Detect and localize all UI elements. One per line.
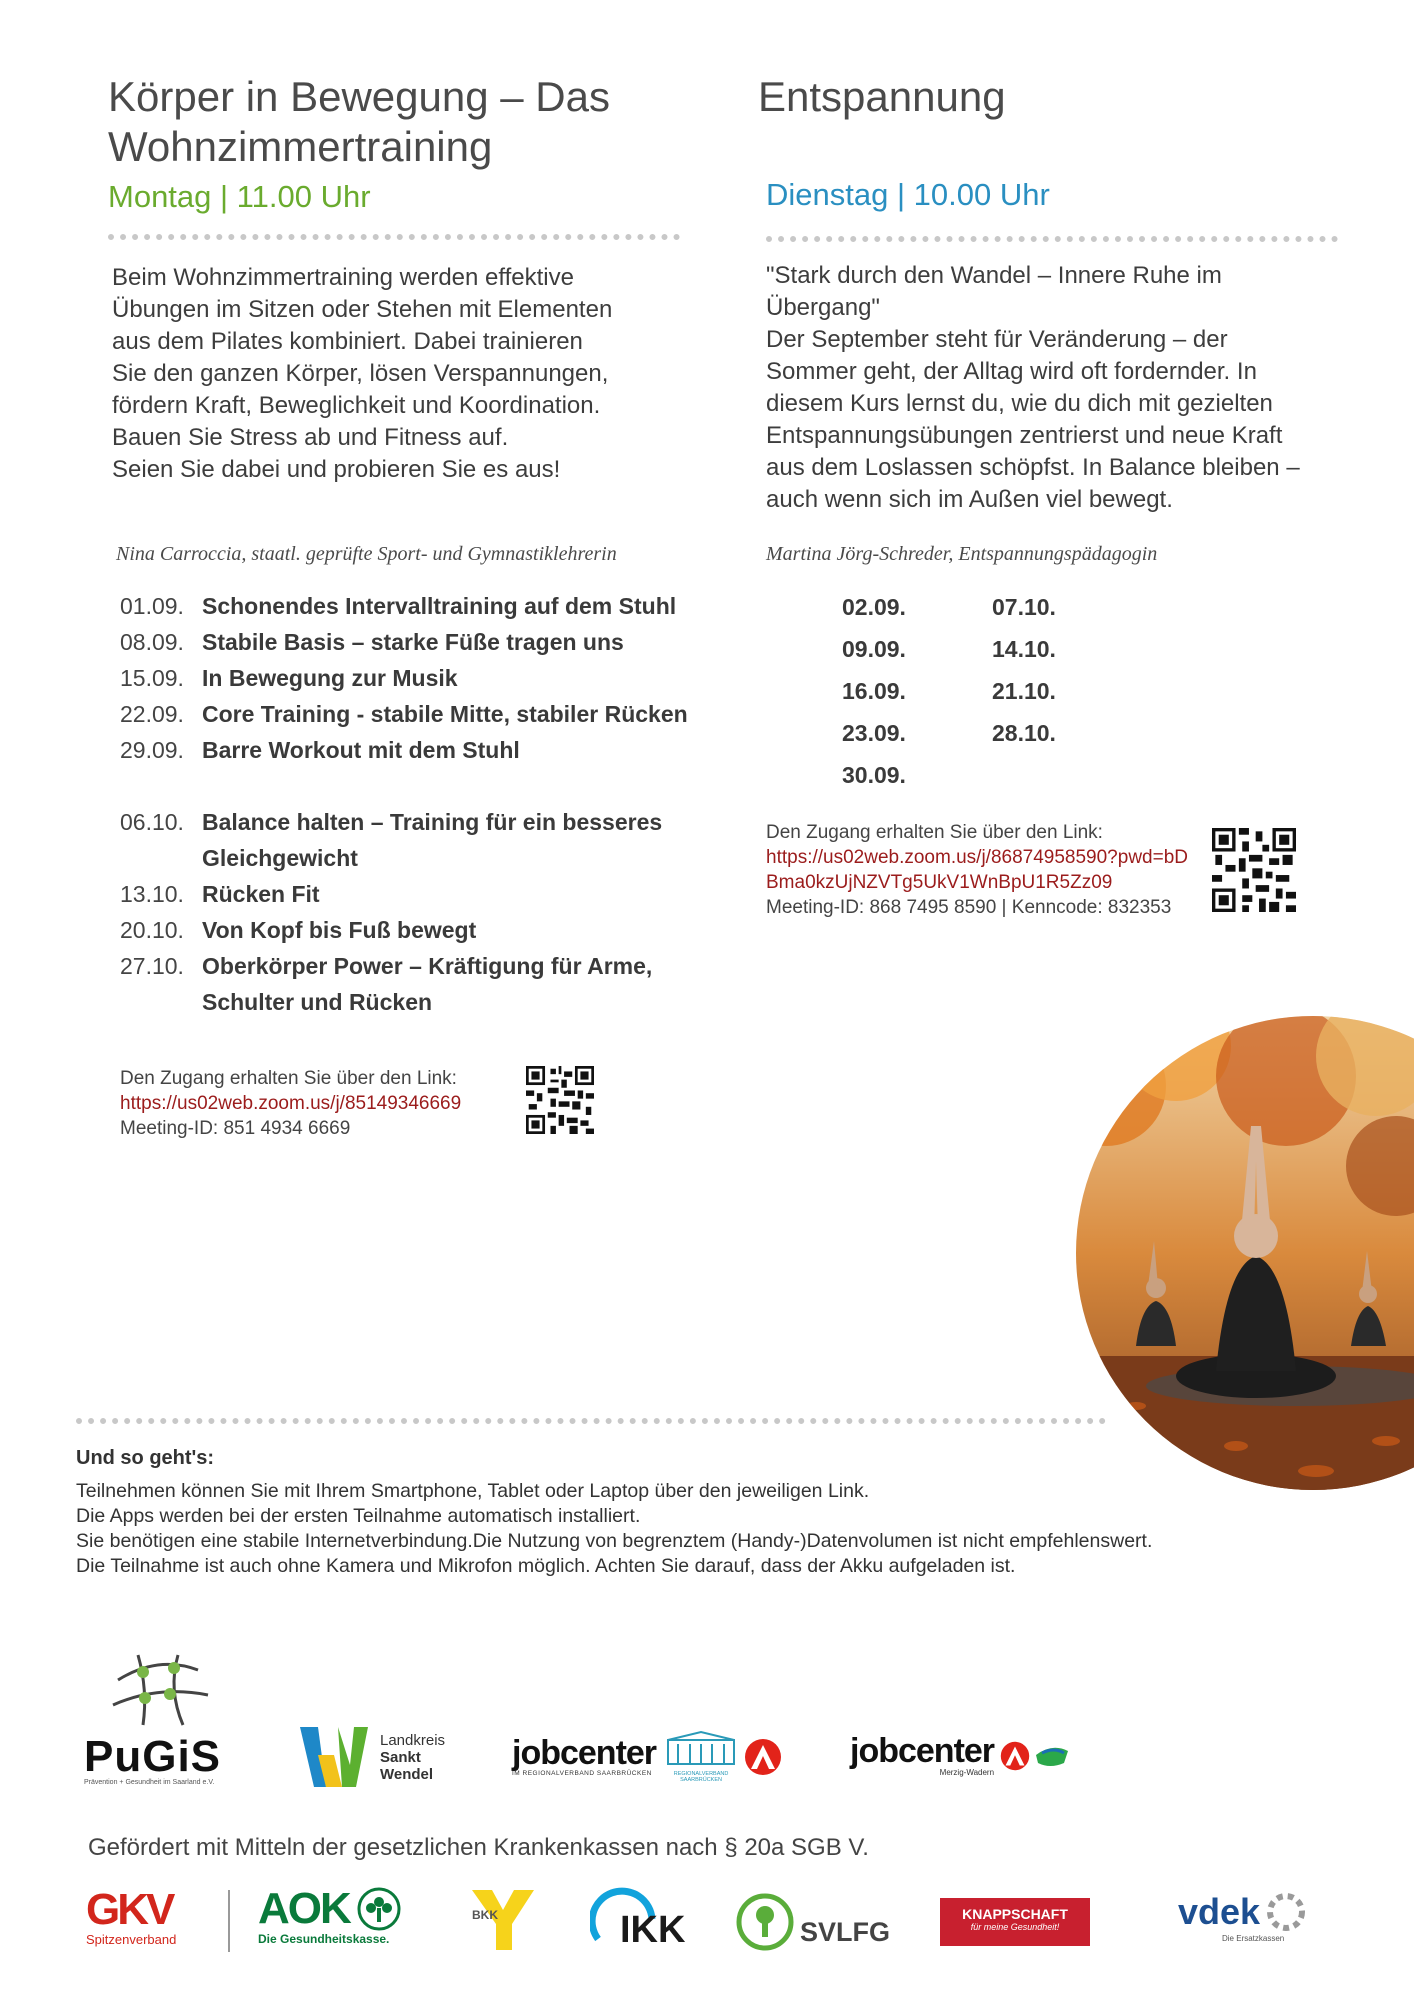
schedule-row <box>120 912 740 948</box>
instruction-line: Teilnehmen können Sie mit Ihrem Smartphone, Tablet oder Laptop über den jeweiligen Link. <box>76 1480 870 1502</box>
landkreis-label: Landkreis <box>380 1731 446 1749</box>
landkreis-sankt-wendel-logo <box>298 1722 468 1792</box>
right-course-time: Dienstag | 10.00 Uhr <box>766 177 1050 212</box>
schedule-date: 29.09. <box>120 737 184 763</box>
landkreis-label: Sankt <box>380 1748 421 1766</box>
schedule-title: Barre Workout mit dem Stuhl <box>202 737 520 763</box>
jobcenter-subtitle: IM REGIONALVERBAND SAARBRÜCKEN <box>512 1770 652 1777</box>
vdek-logo <box>1178 1890 1328 1954</box>
instructions-heading: Und so geht's: <box>76 1447 215 1469</box>
session-date: 23.09. <box>842 720 906 746</box>
instructions-divider <box>76 1418 1106 1424</box>
schedule-title: Schonendes Intervalltraining auf dem Stuhl <box>202 593 677 619</box>
left-course-description: Beim Wohnzimmertraining werden effektive Übungen im Sitzen oder Stehen mit Elementen aus dem Pilates kombiniert. Dabei trainieren Sie den ganzen Körper, lösen Verspannungen, fördern Kraft, Beweglichkeit und Koordination. Bauen Sie Stress ab und Fitness auf. Seien Sie dabei und probieren Sie es aus! <box>112 264 613 483</box>
ikk-name: IKK <box>620 1909 686 1951</box>
schedule-title: Rücken Fit <box>202 881 320 907</box>
landkreis-label: Wendel <box>380 1765 434 1783</box>
vdek-subtitle: Die Ersatzkassen <box>1222 1934 1285 1943</box>
left-course-title: Körper in Bewegung – Das Wohnzimmertraining <box>108 73 610 170</box>
regionalverband-label: REGIONALVERBAND SAARBRÜCKEN <box>673 1771 729 1783</box>
knappschaft-logo <box>940 1898 1090 1946</box>
bkk-logo <box>470 1886 536 1952</box>
schedule-date: 01.09. <box>120 593 184 619</box>
pugis-logo <box>84 1650 244 1800</box>
pugis-subtitle: Prävention + Gesundheit im Saarland e.V. <box>84 1779 215 1786</box>
yoga-autumn-photo <box>1076 1016 1414 1490</box>
schedule-title: Core Training - stabile Mitte, stabiler Rücken <box>202 701 688 727</box>
pugis-name: PuGiS <box>84 1732 222 1781</box>
gkv-name: GKV <box>86 1885 173 1934</box>
knappschaft-subtitle: für meine Gesundheit! <box>970 1922 1060 1932</box>
regionalverband-building-icon <box>664 1730 738 1766</box>
jobcenter-name: jobcenter <box>850 1732 995 1770</box>
aok-logo <box>258 1886 428 1952</box>
aok-tree-icon <box>356 1886 402 1932</box>
left-instructor: Nina Carroccia, staatl. geprüfte Sport- und Gymnastiklehrerin <box>116 543 617 565</box>
jobcenter-saarbruecken-logo <box>512 1730 822 1790</box>
session-date: 07.10. <box>992 594 1056 620</box>
schedule-row <box>120 624 740 660</box>
session-date: 09.09. <box>842 636 906 662</box>
instruction-line: Die Teilnahme ist auch ohne Kamera und Mikrofon möglich. Achten Sie darauf, dass der Akku aufgeladen ist. <box>76 1555 1016 1577</box>
schedule-date: 08.09. <box>120 629 184 655</box>
schedule-date: 13.10. <box>120 881 184 907</box>
funding-statement: Gefördert mit Mitteln der gesetzlichen Krankenkassen nach § 20a SGB V. <box>88 1834 869 1861</box>
jobcenter-name: jobcenter <box>512 1734 657 1772</box>
session-date: 16.09. <box>842 678 906 704</box>
schedule-row <box>120 696 740 732</box>
schedule-date: 27.10. <box>120 953 184 979</box>
arbeitsagentur-icon <box>1000 1741 1030 1771</box>
logo-separator <box>228 1890 230 1952</box>
instruction-line: Sie benötigen eine stabile Internetverbindung.Die Nutzung von begrenztem (Handy-)Datenvolumen ist nicht empfehlenswert. <box>76 1530 1153 1552</box>
knappschaft-name: KNAPPSCHAFT <box>962 1906 1068 1922</box>
schedule-row <box>120 588 740 624</box>
schedule-date: 15.09. <box>120 665 184 691</box>
schedule-row <box>120 948 740 1020</box>
left-course-time: Montag | 11.00 Uhr <box>108 179 371 214</box>
schedule-row <box>120 804 740 876</box>
zoom-meeting-id: Meeting-ID: 868 7495 8590 | Kenncode: 832353 <box>766 897 1172 918</box>
schedule-row <box>120 732 740 768</box>
right-qr-code[interactable] <box>1212 828 1296 912</box>
vdek-name: vdek <box>1178 1891 1261 1932</box>
zoom-link[interactable]: https://us02web.zoom.us/j/85149346669 <box>120 1093 462 1114</box>
right-instructor: Martina Jörg-Schreder, Entspannungspädagogin <box>766 543 1158 565</box>
left-divider <box>108 234 680 240</box>
zoom-meeting-id: Meeting-ID: 851 4934 6669 <box>120 1118 351 1139</box>
bkk-name: BKK <box>472 1908 498 1922</box>
right-course-description: "Stark durch den Wandel – Innere Ruhe im Übergang" Der September steht für Veränderung – der Sommer geht, der Alltag wird oft fordernder. In diesem Kurs lernst du, wie du dich mit gezielten Entspannungsübungen zentrierst und neue Kraft aus dem Loslassen schöpfst. In Balance bleiben – auch wenn sich im Außen viel bewegt. <box>766 262 1300 513</box>
right-course-title: Entspannung <box>758 73 1006 120</box>
schedule-title: Oberkörper Power – Kräftigung für Arme, Schulter und Rücken <box>202 953 653 1015</box>
left-schedule <box>120 588 740 1020</box>
instructions-section <box>76 1446 1356 1579</box>
instruction-line: Die Apps werden bei der ersten Teilnahme automatisch installiert. <box>76 1505 641 1527</box>
left-qr-code[interactable] <box>526 1066 594 1134</box>
svlfg-name: SVLFG <box>800 1916 891 1947</box>
zoom-intro: Den Zugang erhalten Sie über den Link: <box>766 822 1103 843</box>
session-date: 14.10. <box>992 636 1056 662</box>
landkreis-merzig-wadern-icon <box>1034 1741 1070 1771</box>
aok-subtitle: Die Gesundheitskasse. <box>258 1932 390 1946</box>
right-divider <box>766 236 1338 242</box>
schedule-date: 06.10. <box>120 809 184 835</box>
ikk-logo <box>590 1884 690 1954</box>
schedule-title: In Bewegung zur Musik <box>202 665 458 691</box>
gkv-logo <box>86 1885 216 1952</box>
aok-name: AOK <box>258 1884 350 1933</box>
zoom-link[interactable]: https://us02web.zoom.us/j/86874958590?pwd=bDBma0kzUjNZVTg5UkV1WnBpU1R5Zz09 <box>766 847 1188 893</box>
right-zoom-info <box>766 820 1196 920</box>
schedule-title: Von Kopf bis Fuß bewegt <box>202 917 477 943</box>
vdek-ring-icon <box>1264 1890 1308 1934</box>
schedule-title: Balance halten – Training für ein besseres Gleichgewicht <box>202 809 663 871</box>
session-date: 21.10. <box>992 678 1056 704</box>
jobcenter-subtitle: Merzig-Wadern <box>939 1768 995 1777</box>
session-date: 28.10. <box>992 720 1056 746</box>
schedule-title: Stabile Basis – starke Füße tragen uns <box>202 629 624 655</box>
pugis-network-icon <box>108 1650 218 1730</box>
landkreis-w-icon <box>298 1725 370 1789</box>
schedule-row <box>120 876 740 912</box>
arbeitsagentur-icon <box>744 1738 782 1776</box>
jobcenter-merzig-wadern-logo <box>850 1734 1120 1794</box>
schedule-row <box>120 660 740 696</box>
schedule-date: 20.10. <box>120 917 184 943</box>
zoom-intro: Den Zugang erhalten Sie über den Link: <box>120 1068 457 1089</box>
left-zoom-info <box>120 1066 520 1141</box>
svlfg-logo <box>736 1890 896 1954</box>
session-date: 02.09. <box>842 594 906 620</box>
session-date: 30.09. <box>842 762 906 788</box>
right-date-grid <box>842 590 1142 792</box>
schedule-date: 22.09. <box>120 701 184 727</box>
gkv-subtitle: Spitzenverband <box>86 1932 177 1947</box>
svlfg-tree-icon <box>736 1893 794 1951</box>
